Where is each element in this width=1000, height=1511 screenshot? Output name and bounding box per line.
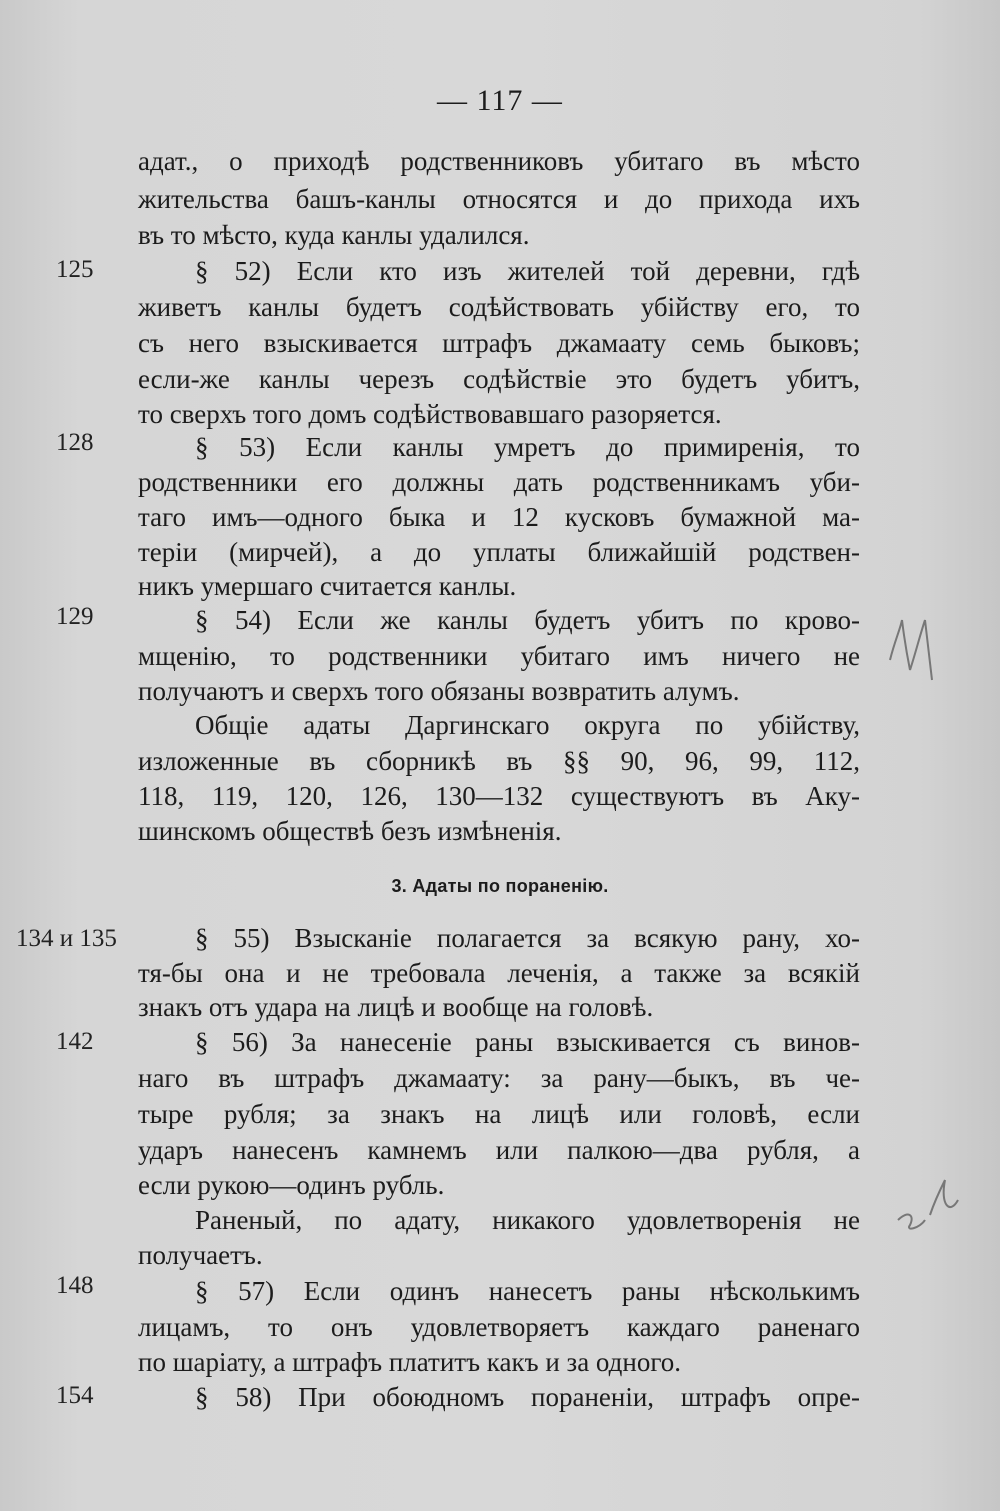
- text-line: получаетъ.: [138, 1240, 263, 1270]
- text-line: изложенные въ сборникѣ въ §§ 90, 96, 99, 112,: [138, 746, 860, 776]
- pencil-mark-icon: [880, 600, 950, 690]
- margin-number: 125: [56, 256, 94, 283]
- text-line: если-же канлы черезъ содѣйствіе это будетъ убитъ,: [138, 364, 860, 394]
- text-line: шинскомъ обществѣ безъ измѣненія.: [138, 816, 562, 846]
- text-line: никъ умершаго считается канлы.: [138, 571, 517, 601]
- text-line: § 57) Если одинъ нанесетъ раны нѣсколькимъ: [195, 1276, 860, 1306]
- text-line: въ то мѣсто, куда канлы удалился.: [138, 220, 530, 250]
- text-line: по шаріату, а штрафъ платитъ какъ и за одного.: [138, 1347, 681, 1377]
- text-line: наго въ штрафъ джамаату: за рану—быкъ, въ че-: [138, 1063, 860, 1093]
- text-line: ударъ нанесенъ камнемъ или палкою—два рубля, а: [138, 1135, 860, 1165]
- margin-number: 129: [56, 603, 94, 630]
- text-line: § 58) При обоюдномъ пораненіи, штрафъ опре-: [195, 1382, 860, 1412]
- text-line: родственники его должны дать родственникамъ уби-: [138, 467, 860, 497]
- text-line: живетъ канлы будетъ содѣйствовать убійству его, то: [138, 292, 860, 322]
- text-line: Общіе адаты Даргинскаго округа по убійству,: [195, 710, 860, 740]
- text-line: тя-бы она и не требовала леченія, а также за всякій: [138, 958, 860, 988]
- text-line: получаютъ и сверхъ того обязаны возвратить алумъ.: [138, 676, 740, 706]
- page-number: — 117 —: [437, 84, 563, 117]
- text-line: Раненый, по адату, никакого удовлетворенія не: [195, 1205, 860, 1235]
- text-line: знакъ отъ удара на лицѣ и вообще на головѣ.: [138, 992, 654, 1022]
- text-line: § 53) Если канлы умретъ до примиренія, то: [195, 432, 860, 462]
- text-line: мщенію, то родственники убитаго имъ ничего не: [138, 641, 860, 671]
- text-line: съ него взыскивается штрафъ джамаату семь быковъ;: [138, 328, 860, 358]
- text-line: 118, 119, 120, 126, 130—132 существуютъ въ Аку-: [138, 781, 860, 811]
- margin-number: 142: [56, 1028, 94, 1055]
- text-line: тыре рубля; за знакъ на лицѣ или головѣ, если: [138, 1099, 860, 1129]
- text-line: жительства башъ-канлы относятся и до прихода ихъ: [138, 184, 860, 214]
- text-line: § 55) Взысканіе полагается за всякую рану, хо-: [195, 923, 860, 953]
- margin-number: 148: [56, 1272, 94, 1299]
- text-line: теріи (мирчей), а до уплаты ближайшій родствен-: [138, 537, 860, 567]
- text-line: адат., о приходѣ родственниковъ убитаго въ мѣсто: [138, 146, 860, 176]
- text-line: § 56) За нанесеніе раны взыскивается съ винов-: [195, 1027, 860, 1057]
- pencil-mark-icon: [890, 1170, 970, 1240]
- margin-number: 154: [56, 1382, 94, 1409]
- text-line: лицамъ, то онъ удовлетворяетъ каждаго раненаго: [138, 1312, 860, 1342]
- text-line: если рукою—одинъ рубль.: [138, 1170, 445, 1200]
- margin-number: 128: [56, 429, 94, 456]
- text-line: то сверхъ того домъ содѣйствовавшаго разоряется.: [138, 399, 722, 429]
- text-line: § 52) Если кто изъ жителей той деревни, гдѣ: [195, 256, 860, 286]
- text-line: § 54) Если же канлы будетъ убитъ по крово-: [195, 605, 860, 635]
- text-line: таго имъ—одного быка и 12 кусковъ бумажной ма-: [138, 502, 860, 532]
- margin-number: 134 и 135: [16, 925, 117, 952]
- section-heading: 3. Адаты по пораненію.: [391, 876, 609, 896]
